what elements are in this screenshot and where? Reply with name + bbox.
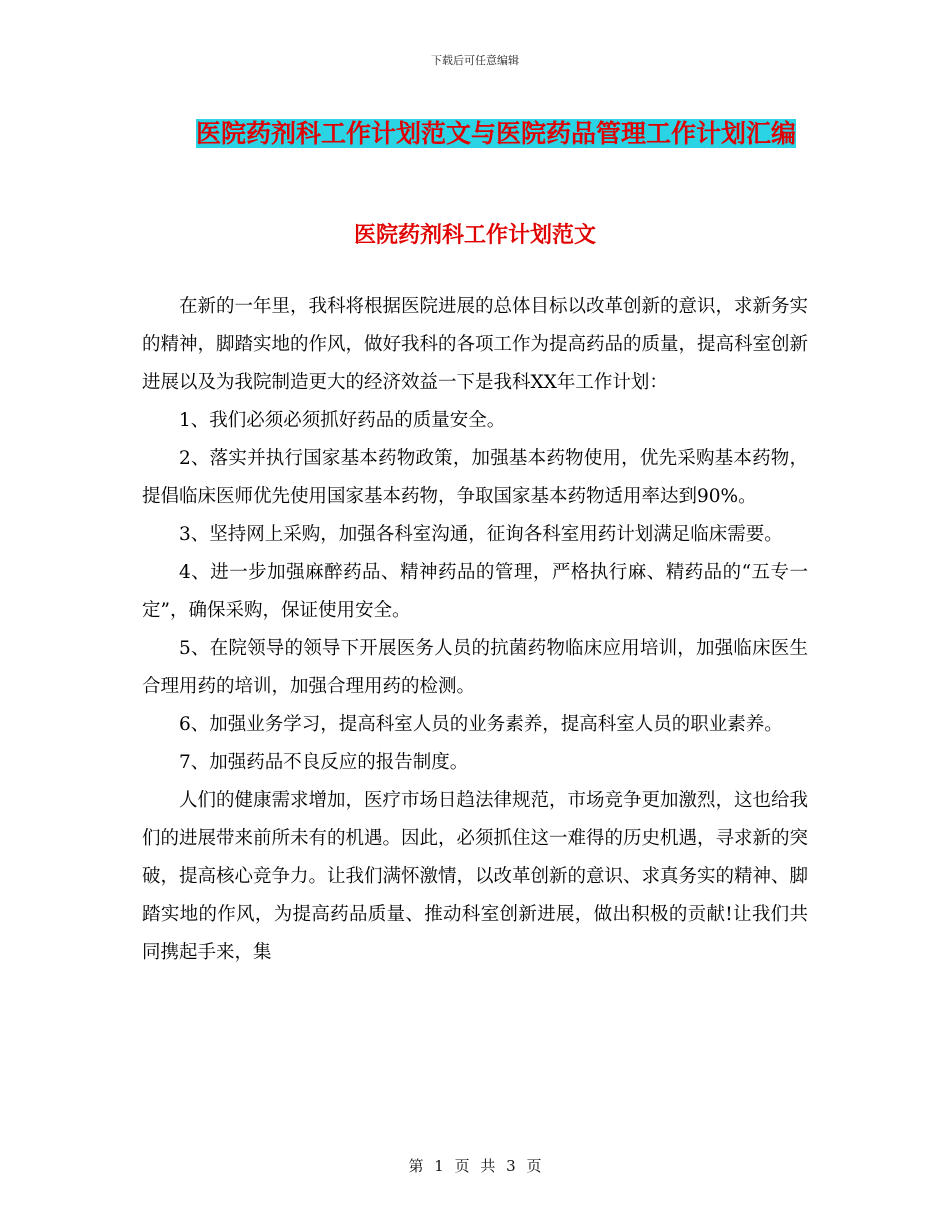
header-note: 下载后可任意编辑 [431, 54, 519, 67]
document-title [190, 112, 802, 156]
document-body [142, 288, 808, 972]
paragraph-item-4: 4、进一步加强麻醉药品、精神药品的管理，严格执行麻、精药品的“五专一定”，确保采购，保证使用安全。 [142, 562, 808, 621]
paragraph-item-7: 7、加强药品不良反应的报告制度。 [179, 752, 469, 773]
paragraph-item-3: 3、坚持网上采购，加强各科室沟通，征询各科室用药计划满足临床需要。 [179, 524, 783, 545]
paragraph-intro: 在新的一年里，我科将根据医院进展的总体目标以改革创新的意识，求新务实的精神，脚踏实地的作风，做好我科的各项工作为提高药品的质量，提高科室创新进展以及为我院制造更大的经济效益一下是我科XX年工作计划： [142, 296, 809, 393]
section-title: 医院药剂科工作计划范文 [353, 222, 596, 248]
paragraph-item-6: 6、加强业务学习，提高科室人员的业务素养，提高科室人员的职业素养。 [179, 714, 783, 735]
paragraph-item-1: 1、我们必须必须抓好药品的质量安全。 [179, 410, 506, 431]
paragraph-closing: 人们的健康需求增加，医疗市场日趋法律规范，市场竞争更加激烈，这也给我们的进展带来前所未有的机遇。因此，必须抓住这一难得的历史机遇，寻求新的突破，提高核心竞争力。让我们满怀激情，以改革创新的意识、求真务实的精神、脚踏实地的作风，为提高药品质量、推动科室创新进展，做出积极的贡献!让我们共同携起手来，集 [142, 790, 809, 963]
paragraph-item-5: 5、在院领导的领导下开展医务人员的抗菌药物临床应用培训，加强临床医生合理用药的培训，加强合理用药的检测。 [142, 638, 808, 697]
document-title-text: 医院药剂科工作计划范文与医院药品管理工作计划汇编 [195, 119, 796, 148]
paragraph-item-2: 2、落实并执行国家基本药物政策，加强基本药物使用，优先采购基本药物，提倡临床医师优先使用国家基本药物，争取国家基本药物适用率达到90%。 [142, 448, 808, 507]
page-footer: 第 1 页 共 3 页 [408, 1157, 542, 1175]
